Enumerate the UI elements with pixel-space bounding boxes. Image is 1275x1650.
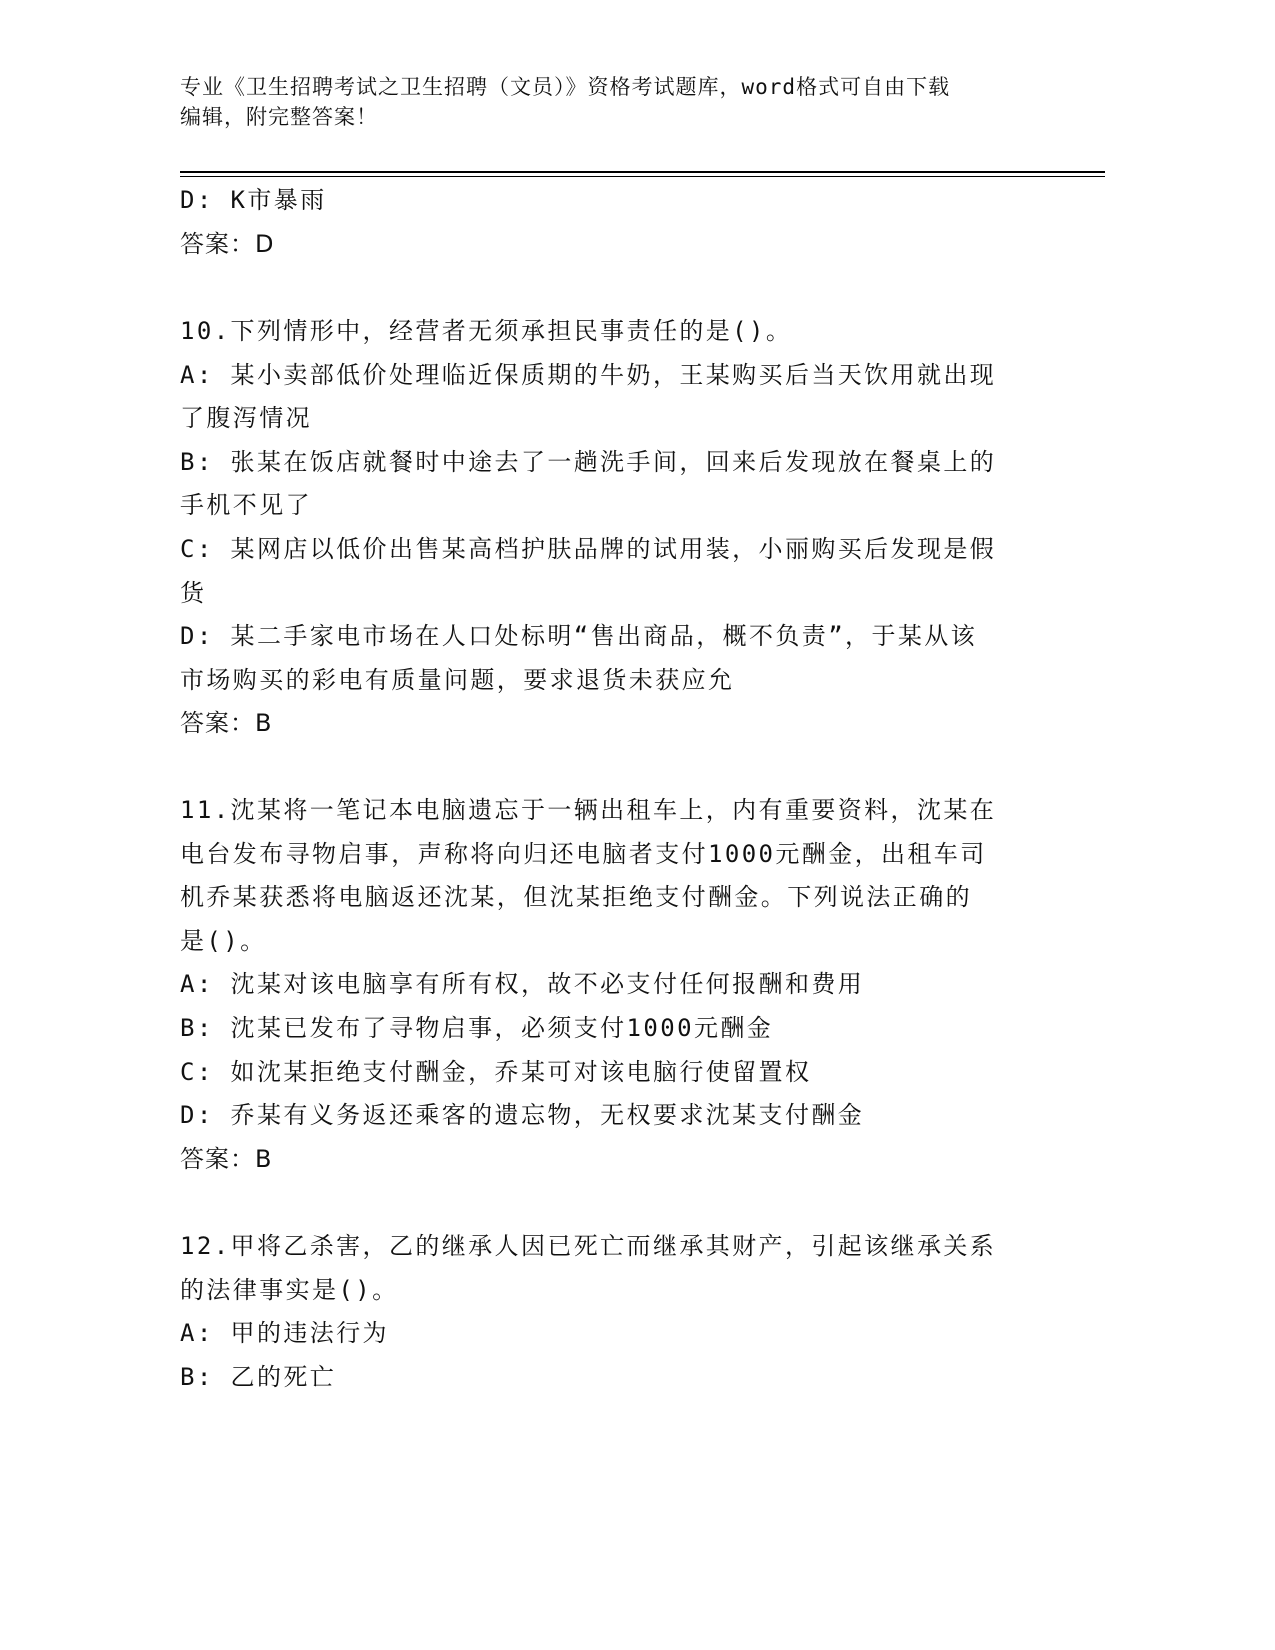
question-text: 是()。 [180,926,267,955]
answer: 答案：B [180,1144,273,1173]
header-line: 编辑，附完整答案！ [180,105,378,129]
question-9-tail [180,179,1060,266]
option-b: B: 张某在饭店就餐时中途去了一趟洗手间，回来后发现放在餐桌上的 [180,447,997,476]
question-10 [180,310,1060,746]
option-a: A: 沈某对该电脑享有所有权，故不必支付任何报酬和费用 [180,970,865,999]
option-c: C: 如沈某拒绝支付酬金，乔某可对该电脑行使留置权 [180,1057,812,1086]
option-d-cont: 市场购买的彩电有质量问题，要求退货未获应允 [180,665,735,694]
document-header [180,72,1040,132]
question-text: 11.沈某将一笔记本电脑遗忘于一辆出租车上，内有重要资料，沈某在 [180,796,997,824]
option-c: C: 某网店以低价出售某高档护肤品牌的试用装，小丽购买后发现是假 [180,534,997,563]
answer: 答案：D [180,229,275,258]
header-divider-thin [180,176,1105,177]
option-c-cont: 货 [180,578,207,607]
question-text: 12.甲将乙杀害，乙的继承人因已死亡而继承其财产，引起该继承关系 [180,1232,997,1260]
question-text: 10.下列情形中，经营者无须承担民事责任的是()。 [180,317,793,345]
option-a-cont: 了腹泻情况 [180,404,312,433]
option-b: B: 乙的死亡 [180,1362,337,1391]
option-b: B: 沈某已发布了寻物启事，必须支付1000元酬金 [180,1013,774,1042]
question-12 [180,1225,1060,1399]
option-b-cont: 手机不见了 [180,491,312,520]
answer: 答案：B [180,709,273,738]
option-a: A: 某小卖部低价处理临近保质期的牛奶，王某购买后当天饮用就出现 [180,360,997,389]
header-divider [180,171,1105,173]
header-line: 专业《卫生招聘考试之卫生招聘（文员）》资格考试题库，word格式可自由下载 [180,75,951,99]
question-text: 的法律事实是()。 [180,1275,399,1304]
option-a: A: 甲的违法行为 [180,1319,389,1348]
option-d: D: K市暴雨 [180,186,327,214]
option-d: D: 某二手家电市场在人口处标明“售出商品，概不负责”，于某从该 [180,622,978,651]
question-text: 机乔某获悉将电脑返还沈某，但沈某拒绝支付酬金。下列说法正确的 [180,883,972,912]
option-d: D: 乔某有义务返还乘客的遗忘物，无权要求沈某支付酬金 [180,1101,865,1130]
question-11 [180,789,1060,1181]
question-text: 电台发布寻物启事，声称将向归还电脑者支付1000元酬金，出租车司 [180,839,987,868]
